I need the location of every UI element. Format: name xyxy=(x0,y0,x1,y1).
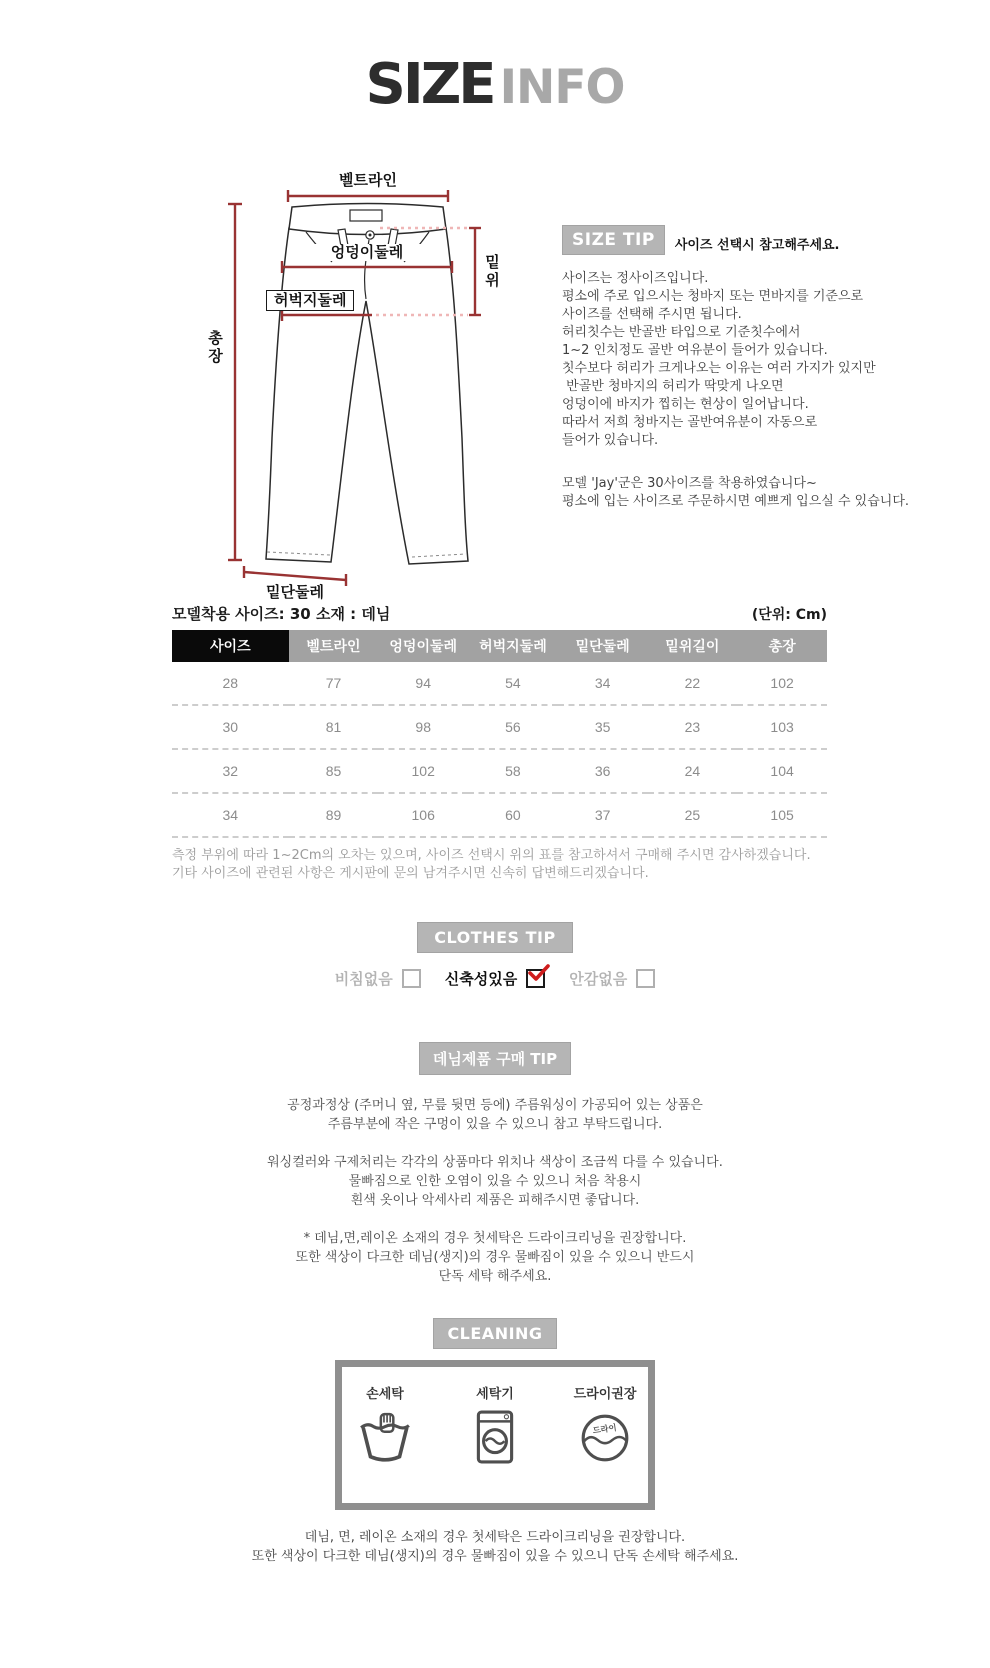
value-cell: 34 xyxy=(558,662,648,705)
denim-tip-header xyxy=(0,1042,990,1075)
value-cell: 36 xyxy=(558,749,648,793)
value-cell: 35 xyxy=(558,705,648,749)
tip-line: 들어가 있습니다. xyxy=(562,433,659,448)
option-label: 안감없음 xyxy=(569,970,628,988)
denim-tip-badge: 데님제품 구매 TIP xyxy=(419,1042,571,1075)
value-cell: 37 xyxy=(558,793,648,837)
pants-illustration xyxy=(180,168,520,618)
col-header-length: 총장 xyxy=(737,630,827,662)
total-length-measure-line xyxy=(228,204,242,560)
pants-outline xyxy=(266,228,468,564)
option-no-sheer xyxy=(335,968,421,989)
value-cell: 102 xyxy=(378,749,468,793)
value-cell: 103 xyxy=(737,705,827,749)
col-header-thigh: 허벅지둘레 xyxy=(468,630,558,662)
value-cell: 23 xyxy=(648,705,738,749)
footer-line: 데님, 면, 레이온 소재의 경우 첫세탁은 드라이크리닝을 권장합니다. xyxy=(304,1530,686,1545)
table-notes xyxy=(172,847,827,883)
option-stretch xyxy=(445,968,545,989)
clothes-tip-header xyxy=(0,922,990,953)
table-caption-unit: (단위: Cm) xyxy=(751,607,827,623)
method-machine-wash xyxy=(455,1383,535,1464)
value-cell: 56 xyxy=(468,705,558,749)
total-length-label: 총장 xyxy=(206,330,224,366)
size-tip-subtitle: 사이즈 선택시 참고해주세요. xyxy=(674,238,840,253)
beltline-measure-line xyxy=(288,190,448,202)
denim-paragraph xyxy=(0,1153,990,1210)
checkbox-no-lining[interactable] xyxy=(636,969,655,988)
tip-line: 엉덩이에 바지가 찝히는 현상이 일어납니다. xyxy=(562,397,809,412)
paragraph-line: 또한 색상이 다크한 데님(생지)의 경우 물빠짐이 있을 수 있으니 반드시 xyxy=(295,1250,695,1265)
value-cell: 85 xyxy=(289,749,379,793)
value-cell: 105 xyxy=(737,793,827,837)
tip-line: 반골반 청바지의 허리가 딱맞게 나오면 xyxy=(562,379,784,394)
size-tip-body xyxy=(562,270,902,450)
tip-line: 1~2 인치정도 골반 여유분이 들어가 있습니다. xyxy=(562,343,828,358)
method-dry-clean xyxy=(565,1383,645,1464)
table-caption-model: 모델착용 사이즈: 30 소재 : 데님 xyxy=(172,605,391,623)
value-cell: 25 xyxy=(648,793,738,837)
value-cell: 81 xyxy=(289,705,379,749)
option-label: 비침없음 xyxy=(334,970,393,988)
table-row-28 xyxy=(172,662,827,705)
waist-button-dot xyxy=(369,234,372,237)
tip-line: 허리칫수는 반골반 타입으로 기준칫수에서 xyxy=(562,325,801,340)
title-info: INFO xyxy=(499,60,625,115)
method-label: 손세탁 xyxy=(366,1387,404,1402)
header-row xyxy=(172,630,827,662)
value-cell: 98 xyxy=(378,705,468,749)
value-cell: 102 xyxy=(737,662,827,705)
value-cell: 54 xyxy=(468,662,558,705)
tip-line: 평소에 주로 입으시는 청바지 또는 면바지를 기준으로 xyxy=(562,289,864,304)
value-cell: 94 xyxy=(378,662,468,705)
cleaning-header xyxy=(0,1318,990,1349)
option-label: 신축성있음 xyxy=(444,970,518,988)
title-size: SIZE xyxy=(365,52,494,117)
table-row-32 xyxy=(172,749,827,793)
denim-paragraph xyxy=(0,1096,990,1134)
cleaning-footer xyxy=(0,1528,990,1566)
value-cell: 58 xyxy=(468,749,558,793)
cleaning-badge: CLEANING xyxy=(433,1318,556,1349)
cleaning-methods-box xyxy=(335,1360,655,1510)
rise-label: 밑위 xyxy=(483,254,501,290)
size-tip-section xyxy=(562,225,910,511)
size-cell: 34 xyxy=(172,793,289,837)
checkbox-no-sheer[interactable] xyxy=(402,969,421,988)
fabric-options xyxy=(0,968,990,989)
denim-paragraph xyxy=(0,1229,990,1286)
size-table-body xyxy=(172,662,827,837)
paragraph-line: * 데님,면,레이온 소재의 경우 첫세탁은 드라이크리닝을 권장합니다. xyxy=(303,1231,687,1246)
method-label: 드라이권장 xyxy=(573,1387,637,1402)
col-header-hip: 엉덩이둘레 xyxy=(378,630,468,662)
paragraph-line: 워싱컬러와 구제처리는 각각의 상품마다 위치나 색상이 조금씩 다를 수 있습니다. xyxy=(267,1155,723,1170)
hip-label: 엉덩이둘레 xyxy=(292,244,442,261)
size-table xyxy=(172,630,827,838)
value-cell: 89 xyxy=(289,793,379,837)
thigh-label: 허벅지둘레 xyxy=(266,290,354,311)
tip-line: 사이즈는 정사이즈입니다. xyxy=(562,271,709,286)
size-table-head xyxy=(172,630,827,662)
table-row-34 xyxy=(172,793,827,837)
size-cell: 28 xyxy=(172,662,289,705)
tip-line: 따라서 저희 청바지는 골반여유분이 자동으로 xyxy=(562,415,818,430)
note-line: 측정 부위에 따라 1~2Cm의 오차는 있으며, 사이즈 선택시 위의 표를 참고하셔서 구매해 주시면 감사하겠습니다. xyxy=(172,848,811,863)
note-line: 기타 사이즈에 관련된 사항은 게시판에 문의 남겨주시면 신속히 답변해드리겠습니다. xyxy=(172,866,649,881)
table-row-30 xyxy=(172,705,827,749)
model-info xyxy=(562,475,910,511)
paragraph-line: 물빠짐으로 인한 오염이 있을 수 있으니 처음 착용시 xyxy=(348,1174,642,1189)
method-hand-wash xyxy=(345,1383,425,1464)
paragraph-line: 주름부분에 작은 구멍이 있을 수 있으니 참고 부탁드립니다. xyxy=(327,1117,663,1132)
value-cell: 24 xyxy=(648,749,738,793)
value-cell: 106 xyxy=(378,793,468,837)
footer-line: 또한 색상이 다크한 데님(생지)의 경우 물빠짐이 있을 수 있으니 단독 손세탁 해주세요. xyxy=(251,1549,739,1564)
col-header-rise: 밑위길이 xyxy=(648,630,738,662)
method-label: 세탁기 xyxy=(476,1387,514,1402)
tip-line: 칫수보다 허리가 크게나오는 이유는 여러 가지가 있지만 xyxy=(562,361,876,376)
size-table-section xyxy=(172,600,827,883)
size-tip-badge: SIZE TIP xyxy=(562,225,665,255)
table-caption xyxy=(172,600,827,624)
value-cell: 104 xyxy=(737,749,827,793)
denim-tip-paragraphs xyxy=(0,1096,990,1305)
value-cell: 60 xyxy=(468,793,558,837)
clothes-tip-badge: CLOTHES TIP xyxy=(417,922,572,953)
dry-icon-text: 드라이 xyxy=(591,1422,618,1436)
option-no-lining xyxy=(569,968,655,989)
col-header-hem: 밑단둘레 xyxy=(558,630,648,662)
checkbox-stretch[interactable] xyxy=(526,969,545,988)
size-tip-header xyxy=(562,225,902,255)
paragraph-line: 흰색 옷이나 악세사리 제품은 피해주시면 좋답니다. xyxy=(350,1193,640,1208)
value-cell: 77 xyxy=(289,662,379,705)
hem-label: 밑단둘레 xyxy=(266,583,324,601)
size-cell: 30 xyxy=(172,705,289,749)
tip-line: 사이즈를 선택해 주시면 됩니다. xyxy=(562,307,742,322)
size-cell: 32 xyxy=(172,749,289,793)
hand-wash-icon xyxy=(358,1410,412,1464)
beltline-label: 벨트라인 xyxy=(339,171,397,189)
paragraph-line: 단독 세탁 해주세요. xyxy=(438,1269,552,1284)
waistband-label-patch xyxy=(350,210,382,221)
value-cell: 22 xyxy=(648,662,738,705)
model-line: 평소에 입는 사이즈로 주문하시면 예쁘게 입으실 수 있습니다. xyxy=(562,494,910,509)
paragraph-line: 공정과정상 (주머니 옆, 무릎 뒷면 등에) 주름워싱이 가공되어 있는 상품은 xyxy=(287,1098,703,1113)
pants-measurement-diagram xyxy=(180,168,520,618)
dry-clean-icon xyxy=(578,1410,632,1464)
col-header-size: 사이즈 xyxy=(172,630,289,662)
washing-machine-icon xyxy=(468,1410,522,1464)
check-icon xyxy=(527,963,551,983)
col-header-beltline: 벨트라인 xyxy=(289,630,379,662)
page-title xyxy=(0,52,990,117)
model-line: 모델 'Jay'군은 30사이즈를 착용하였습니다~ xyxy=(562,476,817,491)
